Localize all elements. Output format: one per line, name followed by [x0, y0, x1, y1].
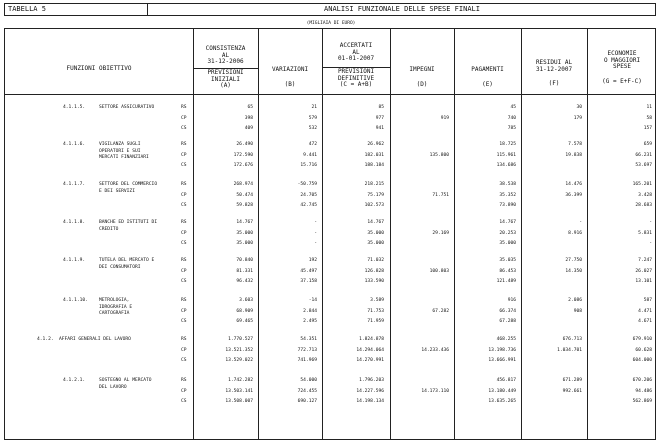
table-cell: 38.538 [499, 182, 516, 187]
table-cell: 13.521.352 [225, 347, 253, 353]
col-economie: ECONOMIE O MAGGIORI SPESE (G = E+F-C) [602, 50, 642, 85]
table-cell: 36.399 [565, 192, 582, 198]
table-cell: 71.753 [367, 308, 384, 314]
table-cell: 157 [643, 126, 652, 131]
table-cell: 134.686 [496, 163, 516, 168]
table-cell: 35.000 [236, 241, 253, 246]
group-label: TUTELA DEL MERCATO E [99, 258, 155, 263]
table-cell: 27.750 [565, 258, 582, 263]
table-cell: 13.508.007 [225, 399, 253, 404]
table-cell: 916 [507, 298, 516, 303]
table-cell: 24.705 [300, 192, 317, 198]
row-type: RS [181, 298, 187, 303]
table-cell: 9.441 [303, 152, 317, 158]
col-impegni: IMPEGNI (D) [409, 66, 435, 88]
table-cell: - [649, 220, 652, 225]
group-label: SOSTEGNO AL MERCATO [99, 378, 152, 383]
group-label: SETTORE ASSICURATIVO [99, 105, 155, 110]
table-cell: 409 [244, 126, 253, 131]
table-cell: 690.127 [297, 399, 317, 404]
table-cell: 71.751 [432, 192, 449, 198]
col-divider [587, 29, 588, 439]
table-cell: 65 [247, 105, 253, 110]
table-cell: 66.374 [499, 308, 516, 314]
col-divider [322, 29, 323, 439]
table-cell: 579 [308, 115, 317, 121]
row-type: CS [181, 319, 187, 324]
group-label: CREDITO [99, 226, 119, 232]
table-cell: 37.158 [300, 279, 317, 284]
table-cell: 75.179 [367, 192, 384, 198]
group-code: 4.1.2. [37, 337, 54, 342]
table-cell: 5.831 [638, 230, 652, 236]
table-cell: 67.288 [499, 319, 516, 324]
table-cell: -14 [308, 298, 317, 303]
table-cell: 2.844 [303, 308, 317, 314]
table-cell: 30 [576, 105, 582, 110]
table-cell: 676.713 [562, 337, 582, 342]
table-cell: 4.471 [638, 308, 652, 314]
table-cell: 71.959 [367, 319, 384, 324]
group-label: DEI CONSUMATORI [99, 264, 141, 270]
table-cell: 26.962 [367, 142, 384, 147]
table-cell: 14.767 [499, 220, 516, 225]
table-cell: 532 [308, 126, 317, 131]
row-type: CP [181, 192, 187, 198]
table-cell: 3.603 [239, 298, 253, 303]
table-cell: 135.800 [429, 152, 449, 158]
table-cell: 26.027 [635, 268, 652, 274]
table-cell: 671.289 [562, 378, 582, 383]
row-type: CP [181, 115, 187, 121]
row-type: CS [181, 126, 187, 131]
group-label: BANCHE ED ISTITUTI DI [99, 220, 158, 225]
table-cell: 192 [308, 258, 317, 263]
col-pagamenti: PAGAMENTI (E) [471, 66, 504, 88]
row-type: CP [181, 230, 187, 236]
col-consistenza: CONSISTENZA AL 31-12-2006 [205, 45, 246, 65]
group-code: 4.1.1.5. [63, 105, 86, 110]
table-cell: 29.169 [432, 230, 449, 236]
group-label: E DEI SERVIZI [99, 188, 135, 194]
table-cell: 13.666.991 [488, 358, 516, 363]
table-cell: 741.969 [297, 358, 317, 363]
table-cell: 3.428 [638, 192, 652, 198]
header-divider [5, 94, 655, 95]
table-cell: 908 [573, 308, 582, 314]
group-label: CARTOGRAFIA [99, 311, 130, 316]
table-cell: 35.000 [499, 241, 516, 246]
group-label: OPERATORI E SUI [99, 148, 141, 154]
row-type: RS [181, 337, 187, 342]
table-cell: 14.198.134 [356, 399, 384, 404]
row-type: CS [181, 203, 187, 208]
table-cell: 941 [375, 126, 384, 131]
row-type: CS [181, 163, 187, 168]
col-divider [454, 29, 455, 439]
col-variazioni: VARIAZIONI (B) [271, 66, 309, 88]
table-cell: 20.253 [499, 230, 516, 236]
table-cell: 472 [308, 142, 317, 147]
group-label: METROLOGIA, [99, 298, 130, 303]
table-cell: 977 [375, 115, 384, 121]
group-label: IDROGRAFIA E [99, 304, 133, 310]
group-code: 4.1.1.9. [63, 258, 86, 263]
table-cell: 11 [646, 105, 652, 110]
table-cell: 81.331 [236, 268, 253, 274]
table-cell: 604.000 [632, 358, 652, 363]
table-cell: 659 [643, 142, 652, 147]
table-cell: 3.589 [370, 298, 384, 303]
table-cell: 1.770.527 [228, 337, 253, 342]
table-cell: 1.034.701 [557, 347, 582, 353]
table-cell: 35.352 [499, 192, 516, 198]
table-cell: 18.725 [499, 142, 516, 147]
group-code: 4.1.2.1. [63, 378, 86, 383]
table-cell: 13.180.449 [488, 388, 516, 394]
table-cell: 54.000 [300, 378, 317, 383]
row-type: CS [181, 399, 187, 404]
row-type: CS [181, 279, 187, 284]
data-table [4, 28, 656, 440]
row-type: CP [181, 268, 187, 274]
table-cell: 14.294.064 [356, 347, 384, 353]
row-type: RS [181, 258, 187, 263]
table-cell: 60.628 [635, 347, 652, 353]
group-code: 4.1.1.10. [63, 298, 88, 303]
table-cell: 14.233.436 [421, 347, 449, 353]
table-cell: 14.227.596 [356, 388, 384, 394]
table-cell: 7.247 [638, 258, 652, 263]
table-cell: 70.840 [236, 258, 253, 263]
table-cell: 13.529.022 [225, 358, 253, 363]
row-type: RS [181, 105, 187, 110]
table-cell: 53.697 [635, 163, 652, 168]
table-cell: 28.683 [635, 203, 652, 208]
group-label: VIGILANZA SUGLI [99, 142, 141, 147]
table-cell: 1.742.282 [228, 378, 253, 383]
col-previsioni-definitive: PREVISIONI DEFINITIVE (C = A+B) [337, 68, 375, 88]
table-cell: 54.351 [300, 337, 317, 342]
table-title: ANALISI FUNZIONALE DELLE SPESE FINALI [324, 5, 480, 13]
table-cell: 68.909 [236, 308, 253, 314]
table-cell: 14.270.991 [356, 358, 384, 363]
table-cell: 126.828 [364, 268, 384, 274]
table-cell: - [649, 241, 652, 246]
table-cell: 69.465 [236, 319, 253, 324]
row-type: RS [181, 378, 187, 383]
table-cell: 21 [311, 105, 317, 110]
col-divider [521, 29, 522, 439]
table-cell: 35.000 [367, 230, 384, 236]
table-cell: 15.716 [300, 163, 317, 168]
table-cell: 7.578 [568, 142, 582, 147]
table-cell: 35.000 [236, 230, 253, 236]
table-cell: 188.184 [364, 163, 384, 168]
group-label: MERCATI FINANZIARI [99, 155, 149, 160]
table-cell: 42.745 [300, 203, 317, 208]
table-cell: 1.824.878 [359, 337, 384, 342]
table-cell: 58 [646, 115, 652, 121]
table-cell: 1.796.203 [359, 378, 384, 383]
table-cell: 100.803 [429, 268, 449, 274]
table-cell: 26.490 [236, 142, 253, 147]
table-cell: 456.817 [496, 378, 516, 383]
table-cell: 587 [643, 298, 652, 303]
table-cell: 67.282 [432, 308, 449, 314]
table-cell: 115.961 [496, 152, 516, 158]
col-divider [258, 29, 259, 439]
table-cell: 772.713 [297, 347, 317, 353]
table-cell: 4.671 [638, 319, 652, 324]
table-cell: 165.201 [632, 182, 652, 187]
group-label: AFFARI GENERALI DEL LAVORO [59, 337, 131, 342]
row-type: RS [181, 142, 187, 147]
table-cell: 19.838 [565, 152, 582, 158]
table-cell: 919 [440, 115, 449, 121]
table-cell: 14.476 [565, 182, 582, 187]
table-cell: 724.455 [297, 388, 317, 394]
col-funzioni: FUNZIONI OBIETTIVO [66, 65, 132, 72]
table-cell: 785 [507, 126, 516, 131]
table-cell: - [579, 220, 582, 225]
table-cell: 14.767 [236, 220, 253, 225]
row-type: CS [181, 241, 187, 246]
table-label: TABELLA 5 [4, 3, 148, 16]
table-cell: 50.474 [236, 192, 253, 198]
table-cell: 86.453 [499, 268, 516, 274]
table-cell: 73.890 [499, 203, 516, 208]
row-type: CS [181, 358, 187, 363]
table-cell: 398 [244, 115, 253, 121]
table-subtitle: (MIGLIAIA DI EURO) [306, 21, 356, 26]
table-cell: 268.974 [233, 182, 253, 187]
table-cell: 679.910 [632, 337, 652, 342]
table-cell: 172.590 [233, 152, 253, 158]
col-divider [193, 29, 194, 439]
table-cell: 121.489 [496, 279, 516, 284]
table-cell: 218.215 [364, 182, 384, 187]
col-previsioni-iniziali: PREVISIONI INIZIALI (A) [207, 69, 244, 89]
table-cell: 562.869 [632, 399, 652, 404]
table-cell: 59.828 [236, 203, 253, 208]
row-type: CP [181, 152, 187, 158]
col-residui: RESIDUI AL 31-12-2007 (F) [535, 59, 573, 87]
table-cell: 13.101 [635, 279, 652, 284]
table-cell: 96.432 [236, 279, 253, 284]
table-cell: 8.916 [568, 230, 582, 236]
table-cell: - [314, 241, 317, 246]
table-cell: 740 [507, 115, 516, 121]
table-cell: 670.206 [632, 378, 652, 383]
group-label: SETTORE DEL COMMERCIO [99, 182, 158, 187]
group-label: DEL LAVORO [99, 384, 127, 390]
table-cell: 172.676 [233, 163, 253, 168]
table-cell: 102.573 [364, 203, 384, 208]
col-divider [390, 29, 391, 439]
col-accertati: ACCERTATI AL 01-01-2007 [337, 42, 375, 62]
table-cell: 179 [573, 115, 582, 121]
row-type: CP [181, 388, 187, 394]
table-cell: 35.035 [499, 258, 516, 263]
table-cell: 71.032 [367, 258, 384, 263]
table-cell: 468.255 [496, 337, 516, 342]
group-code: 4.1.1.7. [63, 182, 86, 187]
table-cell: 45.497 [300, 268, 317, 274]
table-cell: 45 [510, 105, 516, 110]
group-code: 4.1.1.6. [63, 142, 86, 147]
table-cell: 992.661 [562, 388, 582, 394]
table-cell: 35.000 [367, 241, 384, 246]
table-cell: 2.495 [303, 319, 317, 324]
table-cell: 66.231 [635, 152, 652, 158]
group-code: 4.1.1.8. [63, 220, 86, 225]
table-cell: 13.198.736 [488, 347, 516, 353]
table-cell: 133.590 [364, 279, 384, 284]
row-type: CP [181, 347, 187, 353]
row-type: RS [181, 182, 187, 187]
table-cell: - [314, 230, 317, 236]
table-cell: 182.031 [364, 152, 384, 158]
table-cell: 13.635.265 [488, 399, 516, 404]
table-cell: 13.503.141 [225, 388, 253, 394]
table-cell: 94.486 [635, 388, 652, 394]
table-cell: - [314, 220, 317, 225]
row-type: RS [181, 220, 187, 225]
table-cell: 14.350 [565, 268, 582, 274]
table-cell: 14.173.110 [421, 388, 449, 394]
table-cell: -50.759 [297, 182, 317, 187]
table-cell: 2.086 [568, 298, 582, 303]
table-cell: 14.767 [367, 220, 384, 225]
row-type: CP [181, 308, 187, 314]
table-cell: 85 [378, 105, 384, 110]
